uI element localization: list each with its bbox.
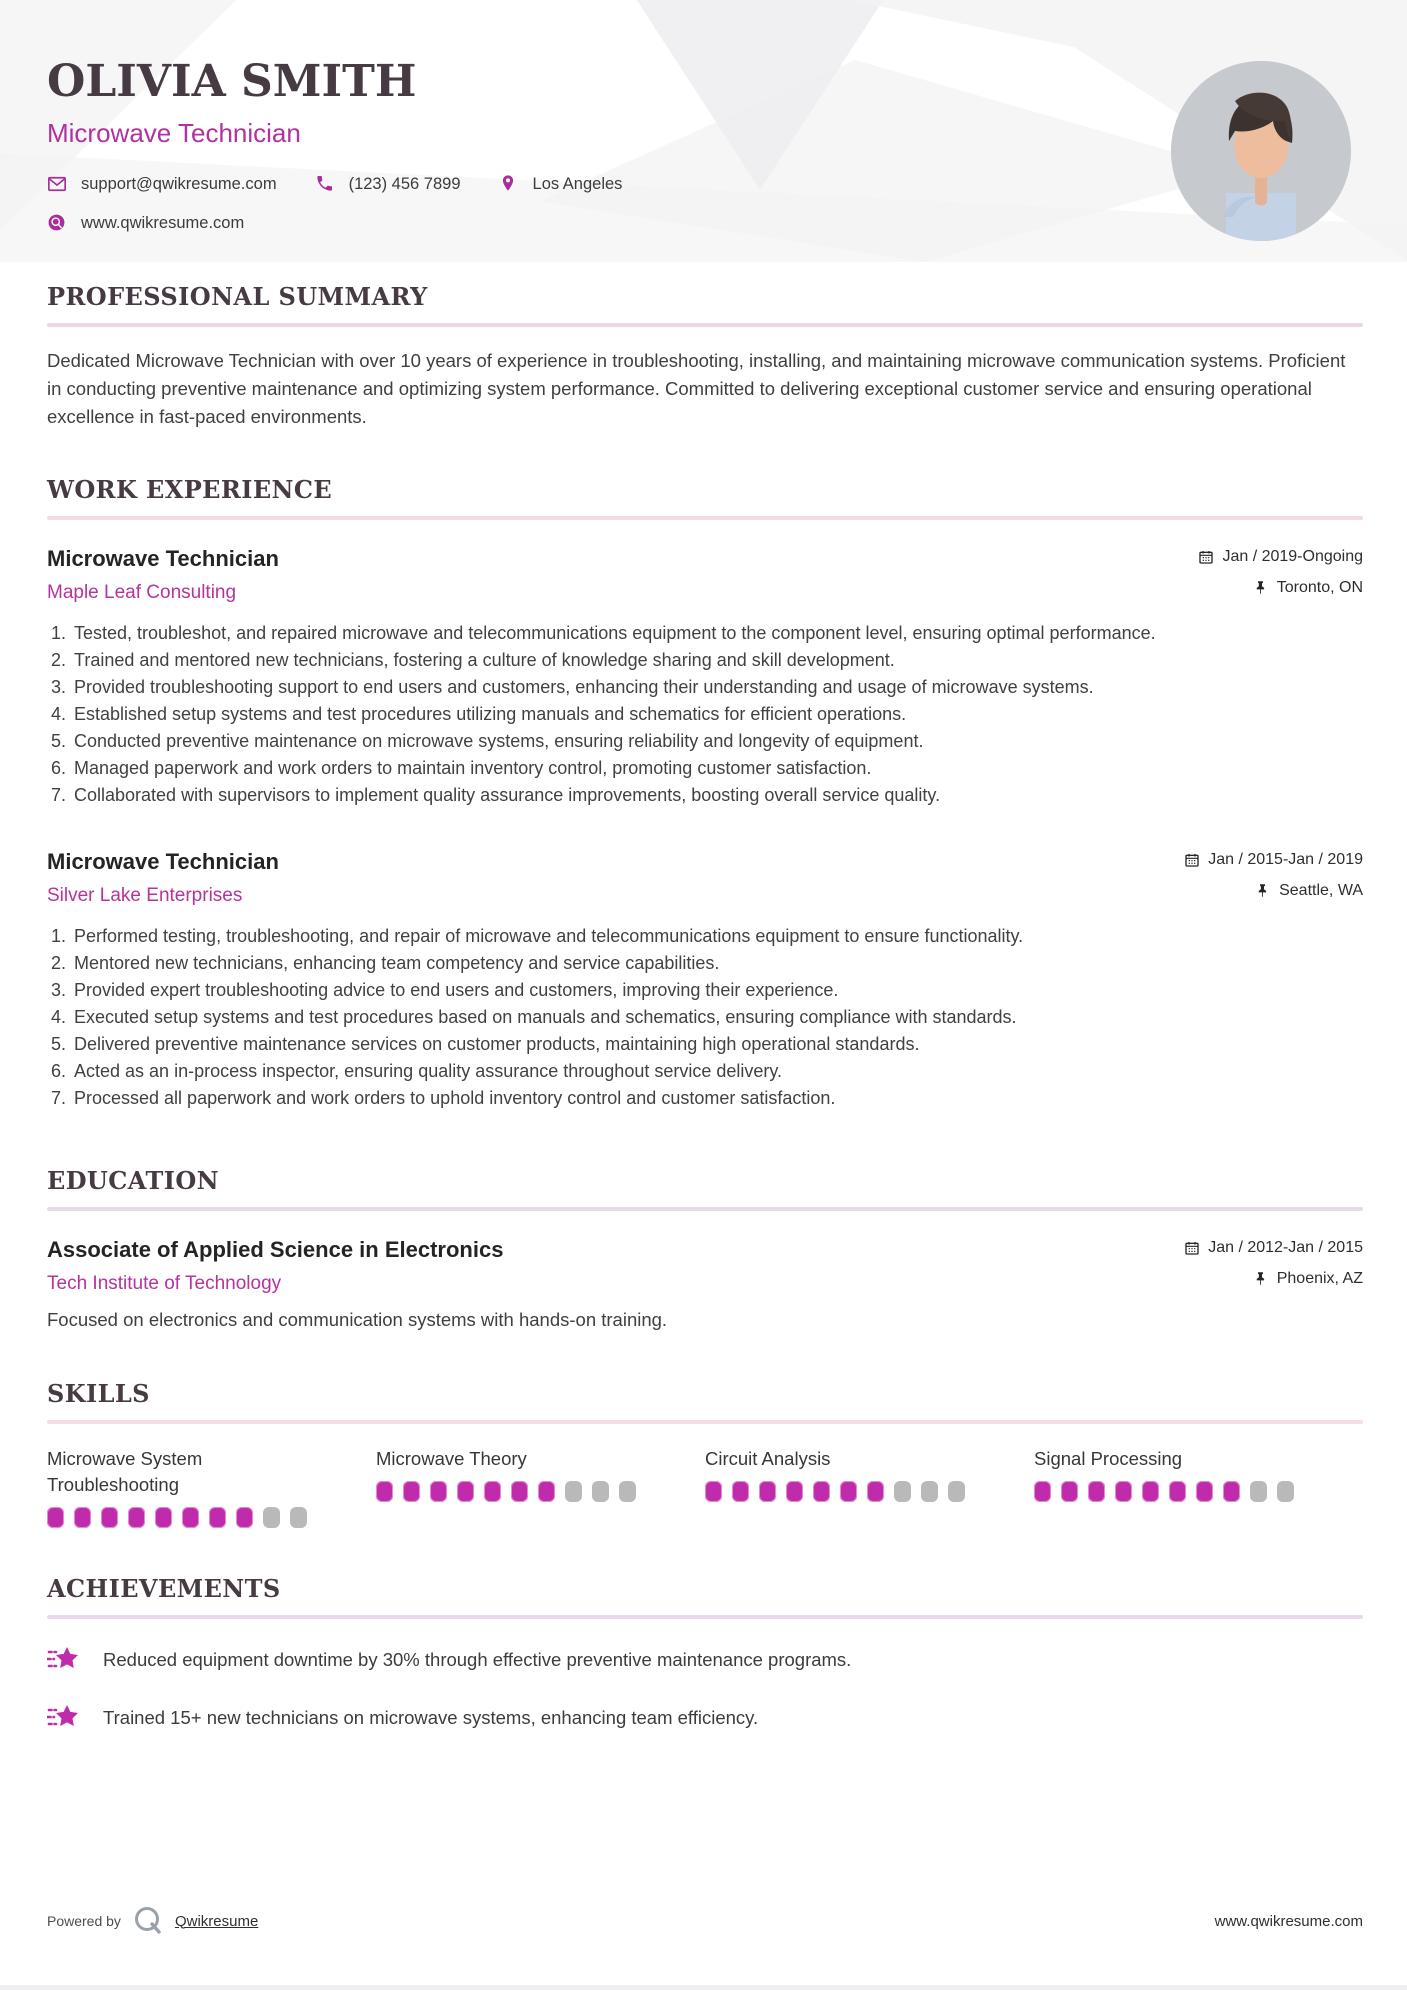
education-degree: Associate of Applied Science in Electronics [47, 1237, 504, 1262]
skill-dot [511, 1481, 528, 1502]
candidate-title: Microwave Technician [47, 118, 301, 148]
section-skills [47, 1379, 1363, 1528]
job-bullet: 1. Performed testing, troubleshooting, and repair of microwave and telecommunications equipment to ensure functionality. [71, 923, 1363, 950]
page-bottom-edge [0, 1985, 1407, 1990]
skill-dot [1196, 1481, 1213, 1502]
skill-dot [1142, 1481, 1159, 1502]
job-bullet: 4. Executed setup systems and test procedures based on manuals and schematics, ensuring compliance with standards. [71, 1004, 1363, 1031]
job-company: Maple Leaf Consulting [47, 582, 237, 603]
achievement-item [47, 1701, 1363, 1735]
skill-dot [403, 1481, 420, 1502]
resume-header [0, 0, 1407, 262]
contact-location [499, 174, 623, 194]
skill-dot [1277, 1481, 1294, 1502]
skill-dot [840, 1481, 857, 1502]
job-bullet: 5. Conducted preventive maintenance on microwave systems, ensuring reliability and longevity of equipment. [71, 728, 1363, 755]
skill-item [47, 1446, 376, 1528]
skill-dot [813, 1481, 830, 1502]
job-bullet-list [50, 923, 1363, 1112]
job-entry [47, 849, 1363, 1112]
job-company: Silver Lake Enterprises [47, 885, 243, 906]
skill-dot [101, 1507, 118, 1528]
achievement-item [47, 1643, 1363, 1677]
skill-dot [1169, 1481, 1186, 1502]
section-heading: WORK EXPERIENCE [47, 475, 333, 504]
section-divider [47, 323, 1363, 327]
section-divider [47, 516, 1363, 520]
qwikresume-logo-icon [131, 1904, 165, 1938]
skill-dot [732, 1481, 749, 1502]
skill-dot [457, 1481, 474, 1502]
job-bullet: 4. Established setup systems and test procedures utilizing manuals and schematics for efficient operations. [71, 701, 1363, 728]
pushpin-icon [1253, 580, 1269, 596]
skill-dot [565, 1481, 582, 1502]
section-education [47, 1166, 1363, 1331]
job-title: Microwave Technician [47, 546, 279, 571]
job-bullet: 7. Processed all paperwork and work orders to uphold inventory control and customer satisfaction. [71, 1085, 1363, 1112]
pushpin-icon [1253, 1271, 1269, 1287]
section-heading: SKILLS [47, 1379, 150, 1408]
education-school: Tech Institute of Technology [47, 1273, 282, 1294]
section-work-experience [47, 475, 1363, 1112]
calendar-icon [1184, 852, 1200, 868]
skill-dot [867, 1481, 884, 1502]
skill-dot [619, 1481, 636, 1502]
globe-icon [47, 213, 67, 233]
candidate-name: OLIVIA SMITH [47, 56, 417, 107]
skill-rating [1034, 1481, 1363, 1502]
summary-text: Dedicated Microwave Technician with over 10 years of experience in troubleshooting, installing, and maintaining microwave communication systems. Proficient in conducting preventive maintenance and optimizing system performance. Committed to delivering exceptional customer service and ensuring operational excellence in fast-paced environments. [47, 350, 1346, 427]
section-heading: PROFESSIONAL SUMMARY [47, 282, 428, 311]
email-icon [47, 174, 67, 194]
section-heading: EDUCATION [47, 1166, 219, 1195]
skill-name: Microwave System Troubleshooting [47, 1448, 203, 1495]
calendar-icon [1198, 549, 1214, 565]
achievement-star-icon [47, 1701, 81, 1735]
job-bullet: 6. Acted as an in-process inspector, ensuring quality assurance throughout service delivery. [71, 1058, 1363, 1085]
skill-rating [705, 1481, 1034, 1502]
skill-dot [538, 1481, 555, 1502]
section-achievements [47, 1574, 1363, 1735]
profile-photo [1171, 61, 1351, 241]
achievement-text: Trained 15+ new technicians on microwave systems, enhancing team efficiency. [103, 1707, 759, 1728]
contact-website-text: www.qwikresume.com [81, 213, 245, 232]
skill-dot [786, 1481, 803, 1502]
job-dates: Jan / 2015-Jan / 2019 [1208, 851, 1363, 868]
job-dates: Jan / 2019-Ongoing [1222, 548, 1363, 565]
skill-dot [209, 1507, 226, 1528]
job-location: Seattle, WA [1279, 882, 1363, 899]
contact-location-text: Los Angeles [532, 174, 623, 193]
contact-row-2 [47, 213, 244, 233]
skills-grid [47, 1446, 1363, 1528]
skill-item [376, 1446, 705, 1528]
skill-dot [236, 1507, 253, 1528]
education-location: Phoenix, AZ [1276, 1270, 1363, 1287]
skill-name: Microwave Theory [376, 1448, 527, 1469]
pushpin-icon [1255, 883, 1271, 899]
footer-website-link[interactable]: www.qwikresume.com [1214, 1912, 1363, 1930]
job-bullet: 2. Mentored new technicians, enhancing team competency and service capabilities. [71, 950, 1363, 977]
skill-dot [74, 1507, 91, 1528]
skill-dot [948, 1481, 965, 1502]
page-footer [0, 1904, 1407, 1938]
job-location: Toronto, ON [1276, 579, 1363, 596]
skill-item [705, 1446, 1034, 1528]
skill-dot [705, 1481, 722, 1502]
skill-name: Signal Processing [1034, 1448, 1183, 1469]
section-divider [47, 1207, 1363, 1211]
qwikresume-link[interactable]: Qwikresume [174, 1912, 259, 1930]
contact-phone-text: (123) 456 7899 [348, 174, 461, 193]
skill-dot [47, 1507, 64, 1528]
job-bullet: 3. Provided troubleshooting support to end users and customers, enhancing their understanding and usage of microwave systems. [71, 674, 1363, 701]
job-bullet: 2. Trained and mentored new technicians, fostering a culture of knowledge sharing and skill development. [71, 647, 1363, 674]
powered-by-label: Powered by [47, 1913, 121, 1929]
education-dates: Jan / 2012-Jan / 2015 [1208, 1239, 1363, 1256]
skill-dot [290, 1507, 307, 1528]
achievement-star-icon [47, 1643, 81, 1677]
skill-dot [376, 1481, 393, 1502]
job-bullet: 5. Delivered preventive maintenance services on customer products, maintaining high operational standards. [71, 1031, 1363, 1058]
skill-name: Circuit Analysis [705, 1448, 831, 1469]
location-pin-icon [499, 174, 519, 194]
job-bullet: 1. Tested, troubleshot, and repaired microwave and telecommunications equipment to the component level, ensuring optimal performance. [71, 620, 1363, 647]
education-entry [47, 1237, 1363, 1331]
skill-dot [1250, 1481, 1267, 1502]
achievement-text: Reduced equipment downtime by 30% through effective preventive maintenance programs. [103, 1649, 852, 1670]
skill-dot [1115, 1481, 1132, 1502]
skill-item [1034, 1446, 1363, 1528]
section-professional-summary [47, 282, 1363, 431]
job-title: Microwave Technician [47, 849, 279, 874]
skill-dot [1061, 1481, 1078, 1502]
phone-icon [315, 174, 335, 194]
skill-dot [1034, 1481, 1051, 1502]
calendar-icon [1184, 1240, 1200, 1256]
skill-dot [182, 1507, 199, 1528]
skill-dot [1088, 1481, 1105, 1502]
job-bullet: 3. Provided expert troubleshooting advice to end users and customers, improving their experience. [71, 977, 1363, 1004]
job-bullet-list [50, 620, 1363, 809]
skill-dot [128, 1507, 145, 1528]
section-divider [47, 1615, 1363, 1619]
skill-dot [484, 1481, 501, 1502]
skill-dot [592, 1481, 609, 1502]
education-description: Focused on electronics and communication systems with hands-on training. [47, 1309, 668, 1330]
section-divider [47, 1420, 1363, 1424]
contact-email-text: support@qwikresume.com [81, 174, 277, 193]
skill-dot [921, 1481, 938, 1502]
skill-dot [1223, 1481, 1240, 1502]
job-entry [47, 546, 1363, 809]
skill-dot [894, 1481, 911, 1502]
job-bullet: 7. Collaborated with supervisors to implement quality assurance improvements, boosting overall service quality. [71, 782, 1363, 809]
section-heading: ACHIEVEMENTS [47, 1574, 281, 1603]
job-bullet: 6. Managed paperwork and work orders to maintain inventory control, promoting customer satisfaction. [71, 755, 1363, 782]
contact-phone [315, 174, 461, 194]
skill-dot [263, 1507, 280, 1528]
skill-dot [759, 1481, 776, 1502]
skill-rating [376, 1481, 705, 1502]
contact-row-1 [47, 174, 622, 194]
contact-website[interactable] [47, 213, 244, 233]
skill-dot [155, 1507, 172, 1528]
skill-dot [430, 1481, 447, 1502]
contact-email[interactable] [47, 174, 277, 194]
skill-rating [47, 1507, 376, 1528]
